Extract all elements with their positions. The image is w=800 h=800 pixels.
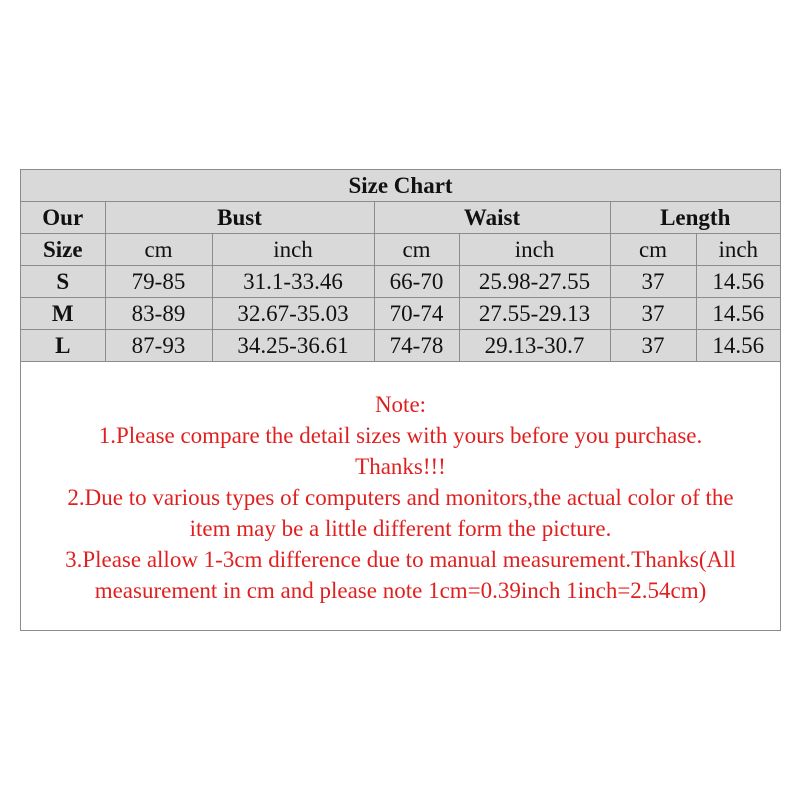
bust-header: Bust xyxy=(105,202,374,234)
note-line: 1.Please compare the detail sizes with yours before you purchase. xyxy=(98,423,703,448)
size-chart-table xyxy=(21,170,780,362)
size-label: S xyxy=(21,266,105,298)
unit-header: inch xyxy=(212,234,374,266)
table-cell: 87-93 xyxy=(105,330,212,362)
table-cell: 14.56 xyxy=(696,330,780,362)
notes-section xyxy=(21,389,780,606)
table-cell: 37 xyxy=(610,298,696,330)
table-cell: 79-85 xyxy=(105,266,212,298)
note-line: item may be a little different form the picture. xyxy=(189,516,612,541)
unit-header: cm xyxy=(610,234,696,266)
table-cell: 37 xyxy=(610,266,696,298)
note-line: 2.Due to various types of computers and monitors,the actual color of the xyxy=(67,485,734,510)
size-chart-card xyxy=(20,169,781,631)
size-header-top: Our xyxy=(21,202,105,234)
table-cell: 29.13-30.7 xyxy=(459,330,610,362)
note-heading: Note: xyxy=(374,392,427,417)
table-cell: 25.98-27.55 xyxy=(459,266,610,298)
table-cell: 27.55-29.13 xyxy=(459,298,610,330)
table-cell: 74-78 xyxy=(374,330,459,362)
table-cell: 32.67-35.03 xyxy=(212,298,374,330)
table-cell: 37 xyxy=(610,330,696,362)
table-cell: 34.25-36.61 xyxy=(212,330,374,362)
size-label: L xyxy=(21,330,105,362)
table-cell: 14.56 xyxy=(696,266,780,298)
table-cell: 83-89 xyxy=(105,298,212,330)
table-cell: 31.1-33.46 xyxy=(212,266,374,298)
length-header: Length xyxy=(610,202,780,234)
waist-header: Waist xyxy=(374,202,610,234)
unit-header: cm xyxy=(105,234,212,266)
table-cell: 70-74 xyxy=(374,298,459,330)
group-header-row xyxy=(21,202,780,234)
title-row xyxy=(21,170,780,202)
table-row xyxy=(21,330,780,362)
table-cell: 14.56 xyxy=(696,298,780,330)
size-label: M xyxy=(21,298,105,330)
unit-header: cm xyxy=(374,234,459,266)
table-cell: 66-70 xyxy=(374,266,459,298)
unit-header-row xyxy=(21,234,780,266)
size-header-bottom: Size xyxy=(21,234,105,266)
note-line: 3.Please allow 1-3cm difference due to manual measurement.Thanks(All xyxy=(65,547,736,572)
note-line: Thanks!!! xyxy=(355,454,446,479)
note-line: measurement in cm and please note 1cm=0.39inch 1inch=2.54cm) xyxy=(94,578,707,603)
table-row xyxy=(21,298,780,330)
unit-header: inch xyxy=(696,234,780,266)
table-row xyxy=(21,266,780,298)
table-title: Size Chart xyxy=(21,170,780,202)
unit-header: inch xyxy=(459,234,610,266)
